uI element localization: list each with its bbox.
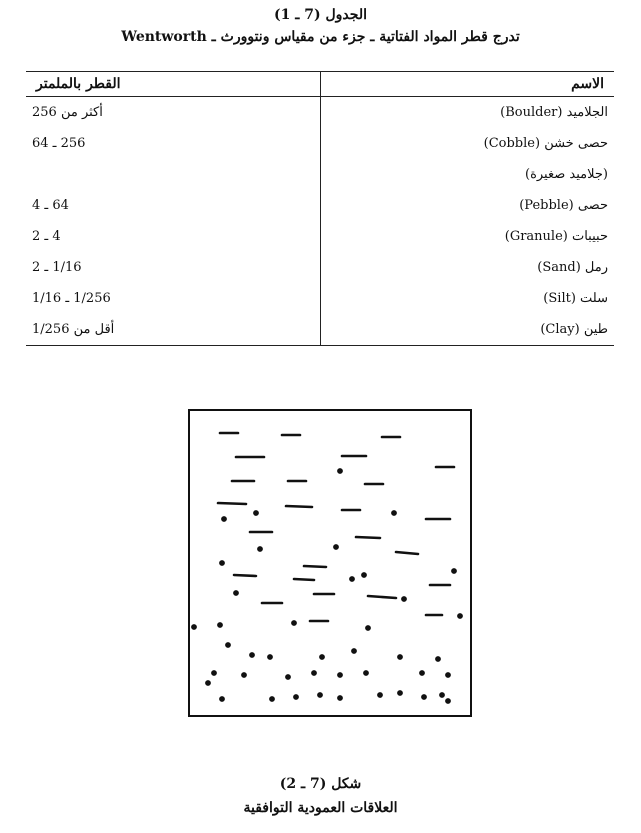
cell-name: حصى خشن (Cobble) <box>321 128 614 159</box>
dot-mark <box>420 671 423 674</box>
dot-mark <box>254 511 257 514</box>
dot-mark <box>220 697 223 700</box>
dot-mark <box>192 625 195 628</box>
dot-mark <box>362 573 365 576</box>
grain-size-table <box>26 71 614 346</box>
dash-mark <box>294 579 314 580</box>
cell-name: طين (Clay) <box>321 314 614 346</box>
dot-mark <box>294 695 297 698</box>
dot-mark <box>226 643 229 646</box>
dot-mark <box>378 693 381 696</box>
cell-size: 1/16 ـ 2 <box>32 260 82 275</box>
dot-mark <box>292 621 295 624</box>
header-name: الاسم <box>321 72 614 97</box>
cell-name: حبيبات (Granule) <box>321 221 614 252</box>
cell-name: الجلاميد (Boulder) <box>321 97 614 129</box>
dot-mark <box>320 655 323 658</box>
dot-mark <box>398 655 401 658</box>
dot-mark <box>350 577 353 580</box>
dot-mark <box>452 569 455 572</box>
cell-name: سلت (Silt) <box>321 283 614 314</box>
dash-mark <box>356 537 380 538</box>
cell-name: حصى (Pebble) <box>321 190 614 221</box>
cell-size <box>26 159 321 190</box>
table-row <box>26 159 614 190</box>
dot-mark <box>222 517 225 520</box>
table-row <box>26 221 614 252</box>
cell-size: 4 ـ 2 <box>32 229 61 244</box>
dot-mark <box>250 653 253 656</box>
dot-mark <box>338 696 341 699</box>
table-row <box>26 283 614 314</box>
cell-size: أكثر من 256 <box>32 105 103 120</box>
sediment-diagram <box>188 409 472 717</box>
dot-mark <box>436 657 439 660</box>
dot-mark <box>318 693 321 696</box>
dot-mark <box>270 697 273 700</box>
cell-size: 256 ـ 64 <box>32 136 86 151</box>
dot-mark <box>218 623 221 626</box>
dot-mark <box>364 671 367 674</box>
table-title: تدرج قطر المواد الفتاتية ـ جزء من مقياس ونتوورث ـ Wentworth <box>121 29 520 45</box>
sediment-drawing <box>190 411 472 717</box>
table-row <box>26 314 614 346</box>
dot-mark <box>352 649 355 652</box>
dot-mark <box>268 655 271 658</box>
dash-mark <box>234 575 256 576</box>
dash-mark <box>368 596 396 598</box>
dot-mark <box>234 591 237 594</box>
dash-mark <box>396 552 418 554</box>
dot-mark <box>242 673 245 676</box>
figure-title: العلاقات العمودية التوافقية <box>243 800 398 816</box>
dot-mark <box>258 547 261 550</box>
dash-mark <box>304 566 326 567</box>
dot-mark <box>458 614 461 617</box>
table-row <box>26 128 614 159</box>
table-row <box>26 97 614 129</box>
cell-size: أقل من 1/256 <box>26 314 321 346</box>
table-row <box>26 252 614 283</box>
dash-mark <box>286 506 312 507</box>
cell-name: رمل (Sand) <box>321 252 614 283</box>
dot-mark <box>366 626 369 629</box>
cell-size: 1/256 ـ 1/16 <box>32 291 111 306</box>
dot-mark <box>392 511 395 514</box>
dot-mark <box>334 545 337 548</box>
table-number: الجدول (7 ـ 1) <box>274 7 367 23</box>
figure-number: شكل (7 ـ 2) <box>279 776 362 792</box>
cell-name: (جلاميد صغيرة) <box>321 159 614 190</box>
header-size: القطر بالملمتر <box>26 72 321 97</box>
table-header-row <box>26 72 614 97</box>
dot-mark <box>338 673 341 676</box>
dot-mark <box>212 671 215 674</box>
dot-mark <box>446 673 449 676</box>
cell-size: 64 ـ 4 <box>32 198 69 213</box>
dot-mark <box>446 699 449 702</box>
dash-mark <box>218 503 246 504</box>
dot-mark <box>398 691 401 694</box>
table-row <box>26 190 614 221</box>
dot-mark <box>338 469 341 472</box>
dot-mark <box>220 561 223 564</box>
dot-mark <box>312 671 315 674</box>
dot-mark <box>286 675 289 678</box>
dot-mark <box>206 681 209 684</box>
dot-mark <box>402 597 405 600</box>
dot-mark <box>422 695 425 698</box>
table-caption <box>0 4 641 48</box>
figure-caption <box>0 772 641 820</box>
dot-mark <box>440 693 443 696</box>
